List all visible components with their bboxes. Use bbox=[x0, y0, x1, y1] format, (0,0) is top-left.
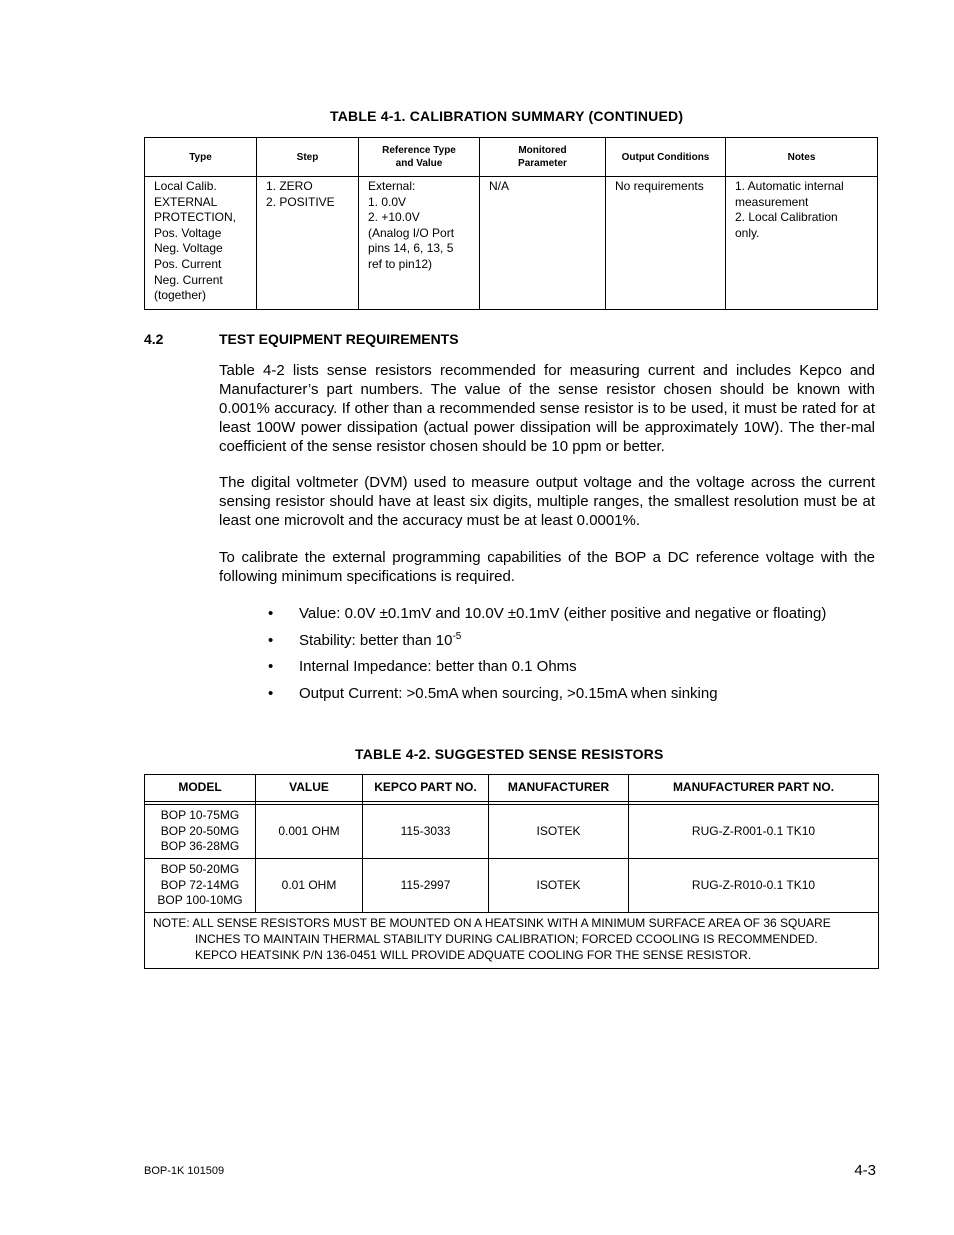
table-4-2-title: TABLE 4-2. SUGGESTED SENSE RESISTORS bbox=[355, 746, 664, 762]
cell-line: (together) bbox=[154, 288, 207, 303]
col-header-model: MODEL bbox=[145, 775, 256, 802]
note-line: KEPCO HEATSINK P/N 136-0451 WILL PROVIDE ADQUATE COOLING FOR THE SENSE RESISTOR. bbox=[195, 948, 752, 962]
table-note bbox=[145, 913, 879, 969]
table-row bbox=[145, 177, 878, 310]
header-line: Monitored bbox=[518, 145, 567, 156]
paragraph-dvm: The digital voltmeter (DVM) used to measure output voltage and the voltage across the current sensing resistor should have at least six digits, multiple ranges, the smallest resolution must be at least one microvolt and the accuracy must be at least 0.0001%. bbox=[219, 474, 875, 529]
list-item bbox=[0, 604, 954, 624]
list-item bbox=[0, 631, 954, 651]
cell-reference bbox=[359, 177, 480, 310]
bullet-impedance: Internal Impedance: better than 0.1 Ohms bbox=[299, 658, 577, 675]
calibration-summary-table bbox=[144, 137, 878, 310]
cell-line: BOP 100-10MG bbox=[157, 893, 243, 908]
cell-line: measurement bbox=[735, 194, 809, 209]
cell-line: Neg. Current bbox=[154, 272, 223, 287]
col-header-type: Type bbox=[145, 138, 257, 177]
col-header-step: Step bbox=[257, 138, 359, 177]
paragraph-reference-voltage: To calibrate the external programming capabilities of the BOP a DC reference voltage with the following minimum specifications is required. bbox=[219, 549, 875, 585]
cell-line: 1. ZERO bbox=[266, 179, 313, 193]
cell-line: Pos. Current bbox=[154, 256, 222, 271]
cell-mfr-part: RUG-Z-R010-0.1 TK10 bbox=[629, 859, 879, 913]
bullet: • bbox=[268, 685, 274, 702]
cell-mfr-part: RUG-Z-R001-0.1 TK10 bbox=[629, 805, 879, 859]
cell-line: BOP 20-50MG bbox=[160, 823, 240, 838]
bullet-value: Value: 0.0V ±0.1mV and 10.0V ±0.1mV (either positive and negative or floating) bbox=[299, 605, 827, 622]
cell-manufacturer: ISOTEK bbox=[489, 859, 629, 913]
cell-line: EXTERNAL bbox=[154, 194, 218, 209]
cell-step bbox=[257, 177, 359, 310]
document-id: BOP-1K 101509 bbox=[144, 1165, 225, 1177]
cell-line: BOP 36-28MG bbox=[160, 839, 240, 854]
cell-model bbox=[145, 805, 256, 859]
cell-kepco-part: 115-3033 bbox=[363, 805, 489, 859]
cell-line: pins 14, 6, 13, 5 bbox=[368, 241, 454, 256]
note-line: NOTE: ALL SENSE RESISTORS MUST BE MOUNTED ON A HEATSINK WITH A MINIMUM SURFACE AREA OF 36 SQUARE bbox=[153, 916, 831, 930]
page-number: 4-3 bbox=[854, 1162, 876, 1179]
cell-line: Neg. Voltage bbox=[154, 241, 223, 256]
cell-value: 0.01 OHM bbox=[256, 859, 363, 913]
cell-line: 2. +10.0V bbox=[368, 210, 420, 225]
cell-line: BOP 72-14MG bbox=[160, 877, 240, 892]
table-row bbox=[145, 859, 879, 913]
cell-line: 1. 0.0V bbox=[368, 194, 407, 209]
table-4-1-title: TABLE 4-1. CALIBRATION SUMMARY (CONTINUED) bbox=[330, 108, 684, 124]
cell-kepco-part: 115-2997 bbox=[363, 859, 489, 913]
cell-line: only. bbox=[735, 225, 760, 240]
cell-line: 1. Automatic internal bbox=[735, 179, 844, 193]
sense-resistors-table bbox=[144, 774, 879, 969]
cell-output: No requirements bbox=[606, 177, 726, 310]
col-header-value: VALUE bbox=[256, 775, 363, 802]
col-header-kepco-part: KEPCO PART NO. bbox=[363, 775, 489, 802]
cell-manufacturer: ISOTEK bbox=[489, 805, 629, 859]
table-note-row bbox=[145, 913, 879, 969]
paragraph-sense-resistors: Table 4-2 lists sense resistors recommended for measuring current and includes Kepco and Manufacturer’s part numbers. The value of the sense resistor chosen should be known with 0.001% accuracy. If other than a recommended sense resistor is to be used, it must be rated for at least 100W power dissipation (actual power dissipation will be approximately 10W). The ther-mal coefficient of the sense resistor chosen should be 10 ppm or better. bbox=[219, 362, 875, 455]
bullet: • bbox=[268, 632, 274, 649]
col-header-notes: Notes bbox=[726, 138, 878, 177]
cell-line: Pos. Voltage bbox=[154, 225, 222, 240]
cell-model bbox=[145, 859, 256, 913]
cell-monitored: N/A bbox=[480, 177, 606, 310]
bullet-output-current: Output Current: >0.5mA when sourcing, >0.15mA when sinking bbox=[299, 685, 718, 702]
col-header-mfr-part: MANUFACTURER PART NO. bbox=[629, 775, 879, 802]
header-line: and Value bbox=[395, 158, 443, 169]
stability-exponent: -5 bbox=[452, 631, 462, 642]
header-line: Reference Type bbox=[382, 145, 456, 156]
section-title: TEST EQUIPMENT REQUIREMENTS bbox=[219, 331, 459, 347]
table-header-row bbox=[145, 775, 879, 802]
cell-line: BOP 50-20MG bbox=[160, 862, 240, 877]
cell-line: 2. POSITIVE bbox=[266, 194, 335, 209]
table-header-row bbox=[145, 138, 878, 177]
cell-type bbox=[145, 177, 257, 310]
note-line: INCHES TO MAINTAIN THERMAL STABILITY DURING CALIBRATION; FORCED CCOOLING IS RECOMMENDED. bbox=[195, 932, 818, 946]
cell-line: PROTECTION, bbox=[154, 210, 237, 225]
cell-line: Local Calib. bbox=[154, 179, 217, 193]
cell-line: BOP 10-75MG bbox=[160, 808, 240, 823]
cell-line: External: bbox=[368, 179, 416, 193]
table-row bbox=[145, 805, 879, 859]
bullet-stability bbox=[299, 631, 461, 650]
list-item bbox=[0, 657, 954, 677]
col-header-reference bbox=[359, 138, 480, 177]
col-header-manufacturer: MANUFACTURER bbox=[489, 775, 629, 802]
cell-line: ref to pin12) bbox=[368, 256, 433, 271]
col-header-output: Output Conditions bbox=[606, 138, 726, 177]
section-number: 4.2 bbox=[144, 331, 164, 347]
header-line: Parameter bbox=[518, 158, 567, 169]
bullet: • bbox=[268, 605, 274, 622]
list-item bbox=[0, 684, 954, 704]
stability-text: Stability: better than 10 bbox=[299, 632, 453, 649]
col-header-monitored bbox=[480, 138, 606, 177]
cell-line: (Analog I/O Port bbox=[368, 225, 455, 240]
cell-notes bbox=[726, 177, 878, 310]
cell-line: 2. Local Calibration bbox=[735, 210, 838, 225]
bullet: • bbox=[268, 658, 274, 675]
cell-value: 0.001 OHM bbox=[256, 805, 363, 859]
